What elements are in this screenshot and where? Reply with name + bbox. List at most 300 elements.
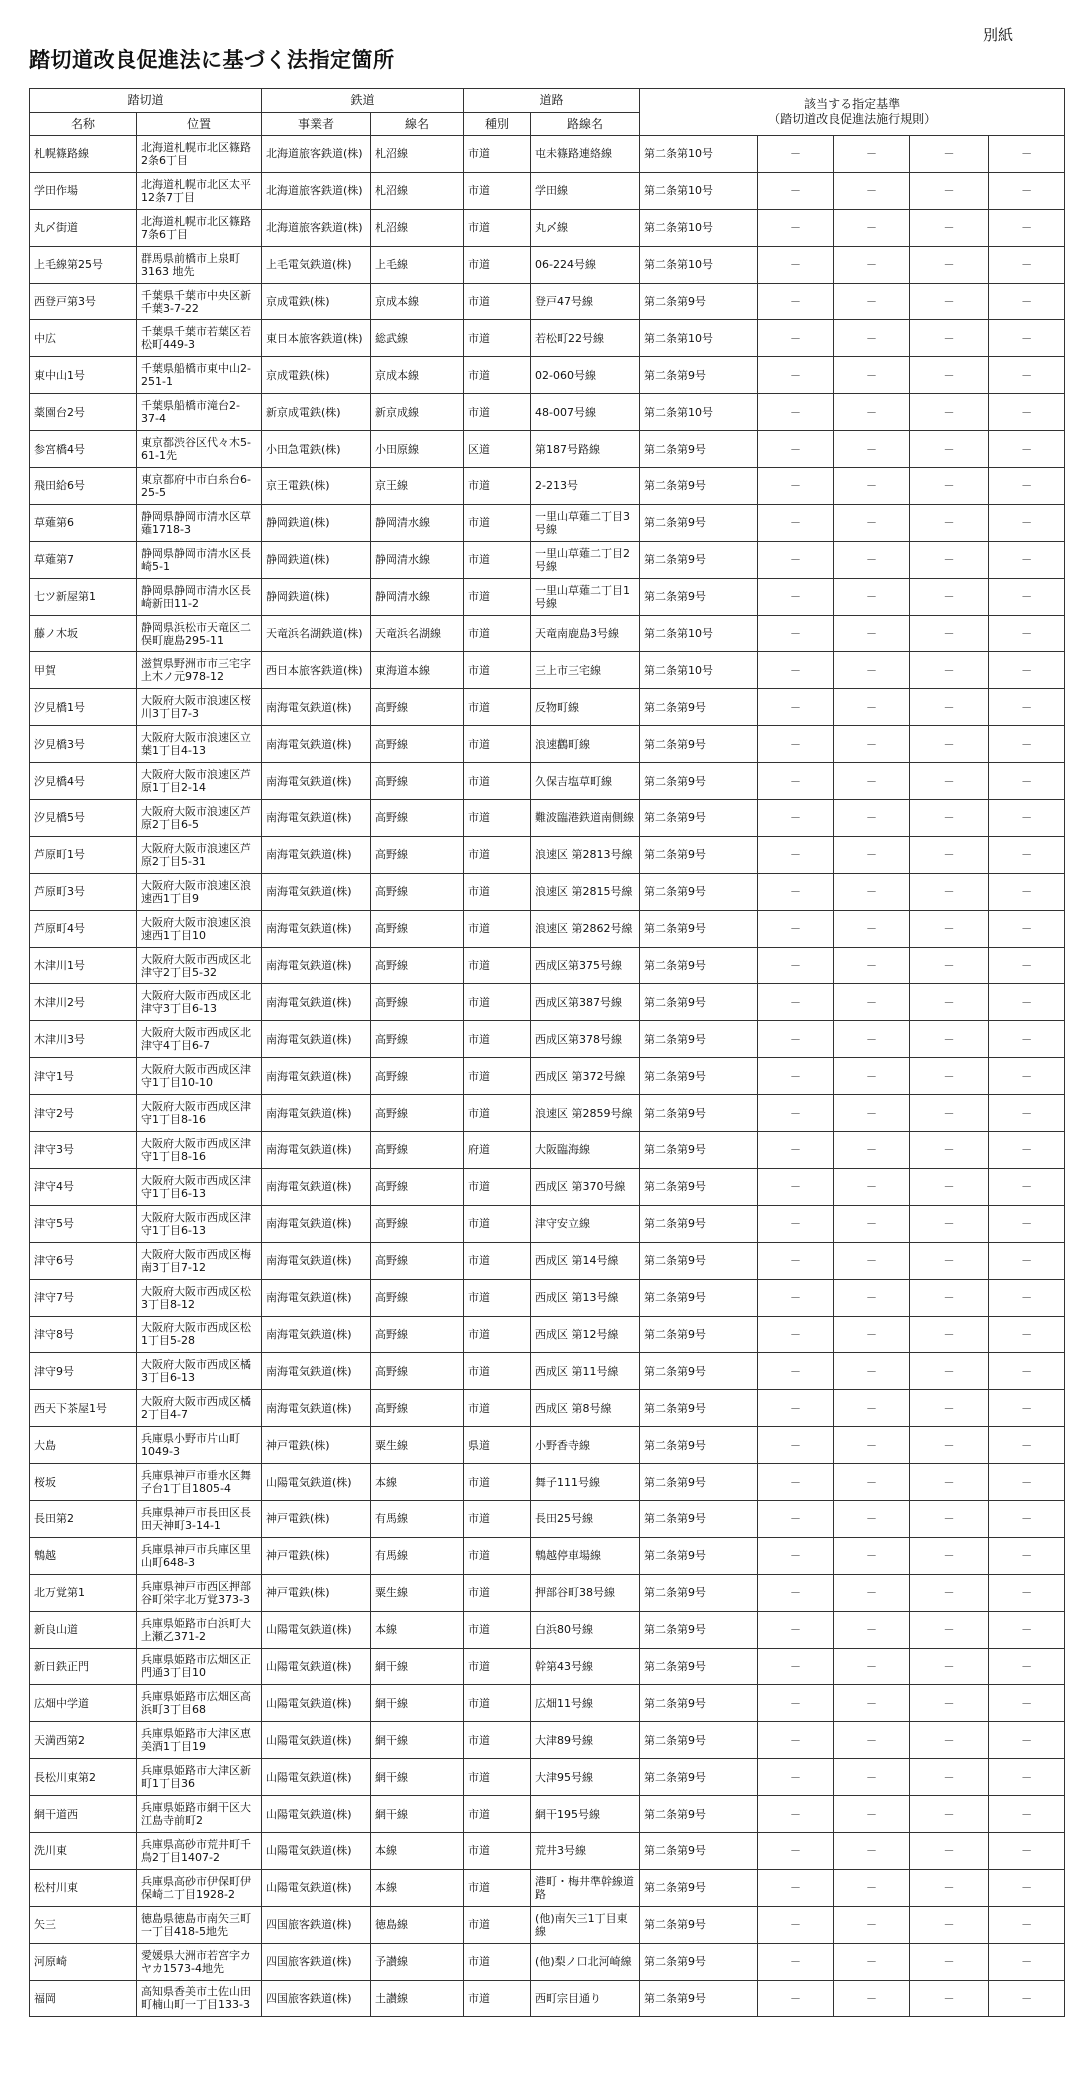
criteria-empty: － <box>989 873 1065 910</box>
criteria-article: 第二条第9号 <box>640 1648 758 1685</box>
railway-operator: 北海道旅客鉄道(株) <box>262 209 371 246</box>
criteria-empty: － <box>989 1353 1065 1390</box>
criteria-empty: － <box>989 1906 1065 1943</box>
criteria-article: 第二条第9号 <box>640 689 758 726</box>
crossing-location: 北海道札幌市北区太平12条7丁目 <box>137 172 262 209</box>
criteria-empty: － <box>834 615 910 652</box>
crossing-name: 津守9号 <box>30 1353 137 1390</box>
criteria-empty: － <box>834 1427 910 1464</box>
crossing-name: 津守4号 <box>30 1168 137 1205</box>
crossing-location: 兵庫県高砂市荒井町千鳥2丁目1407-2 <box>137 1832 262 1869</box>
crossing-location: 大阪府大阪市西成区津守1丁目6-13 <box>137 1168 262 1205</box>
road-name: 2-213号 <box>531 468 640 505</box>
criteria-empty: － <box>758 578 834 615</box>
criteria-empty: － <box>758 431 834 468</box>
road-name: 48-007号線 <box>531 394 640 431</box>
crossing-location: 兵庫県姫路市大津区恵美酒1丁目19 <box>137 1722 262 1759</box>
road-type: 市道 <box>464 1058 531 1095</box>
criteria-article: 第二条第10号 <box>640 394 758 431</box>
criteria-empty: － <box>758 246 834 283</box>
criteria-article: 第二条第10号 <box>640 209 758 246</box>
criteria-empty: － <box>989 800 1065 837</box>
crossing-name: 津守8号 <box>30 1316 137 1353</box>
table-row <box>30 320 1065 357</box>
criteria-empty: － <box>834 578 910 615</box>
crossing-name: 津守6号 <box>30 1242 137 1279</box>
table-row <box>30 578 1065 615</box>
criteria-empty: － <box>758 1390 834 1427</box>
table-row <box>30 1021 1065 1058</box>
road-name: 西成区 第8号線 <box>531 1390 640 1427</box>
railway-operator: 静岡鉄道(株) <box>262 541 371 578</box>
table-row <box>30 1611 1065 1648</box>
railway-line: 高野線 <box>371 947 464 984</box>
railway-operator: 南海電気鉄道(株) <box>262 1353 371 1390</box>
criteria-empty: － <box>910 1316 989 1353</box>
railway-line: 高野線 <box>371 1279 464 1316</box>
criteria-empty: － <box>989 1095 1065 1132</box>
criteria-empty: － <box>834 1242 910 1279</box>
criteria-article: 第二条第9号 <box>640 1095 758 1132</box>
railway-operator: 四国旅客鉄道(株) <box>262 1906 371 1943</box>
railway-operator: 南海電気鉄道(株) <box>262 1316 371 1353</box>
railway-operator: 南海電気鉄道(株) <box>262 726 371 763</box>
criteria-empty: － <box>910 615 989 652</box>
road-name: 西町宗目通り <box>531 1980 640 2017</box>
criteria-empty: － <box>834 504 910 541</box>
road-type: 市道 <box>464 1722 531 1759</box>
criteria-empty: － <box>910 1943 989 1980</box>
crossing-name: 河原崎 <box>30 1943 137 1980</box>
crossing-name: 福岡 <box>30 1980 137 2017</box>
crossing-name: 広畑中学道 <box>30 1685 137 1722</box>
railway-line: 静岡清水線 <box>371 541 464 578</box>
table-row <box>30 246 1065 283</box>
railway-operator: 山陽電気鉄道(株) <box>262 1722 371 1759</box>
criteria-empty: － <box>910 689 989 726</box>
criteria-article: 第二条第10号 <box>640 172 758 209</box>
criteria-empty: － <box>989 1316 1065 1353</box>
criteria-article: 第二条第10号 <box>640 136 758 173</box>
criteria-empty: － <box>989 504 1065 541</box>
table-row <box>30 1316 1065 1353</box>
criteria-empty: － <box>758 1611 834 1648</box>
crossing-name: 札幌篠路線 <box>30 136 137 173</box>
railway-line: 高野線 <box>371 873 464 910</box>
road-name: 西成区 第13号線 <box>531 1279 640 1316</box>
crossing-name: 草薙第7 <box>30 541 137 578</box>
criteria-empty: － <box>834 1611 910 1648</box>
railway-operator: 南海電気鉄道(株) <box>262 1095 371 1132</box>
table-row <box>30 836 1065 873</box>
criteria-empty: － <box>910 836 989 873</box>
criteria-article: 第二条第10号 <box>640 652 758 689</box>
criteria-empty: － <box>989 947 1065 984</box>
criteria-empty: － <box>910 1722 989 1759</box>
crossing-location: 大阪府大阪市西成区橘3丁目6-13 <box>137 1353 262 1390</box>
crossing-location: 兵庫県小野市片山町1049-3 <box>137 1427 262 1464</box>
criteria-empty: － <box>758 1058 834 1095</box>
criteria-empty: － <box>758 800 834 837</box>
criteria-empty: － <box>989 468 1065 505</box>
crossing-name: 長田第2 <box>30 1500 137 1537</box>
criteria-empty: － <box>758 357 834 394</box>
road-name: 屯未篠路連絡線 <box>531 136 640 173</box>
road-name: 西成区第375号線 <box>531 947 640 984</box>
criteria-empty: － <box>834 1759 910 1796</box>
railway-line: 高野線 <box>371 726 464 763</box>
railway-operator: 京成電鉄(株) <box>262 357 371 394</box>
road-type: 市道 <box>464 652 531 689</box>
criteria-empty: － <box>758 1648 834 1685</box>
criteria-empty: － <box>989 615 1065 652</box>
railway-operator: 西日本旅客鉄道(株) <box>262 652 371 689</box>
table-body <box>30 136 1065 2017</box>
road-type: 市道 <box>464 136 531 173</box>
crossing-location: 大阪府大阪市西成区津守1丁目8-16 <box>137 1095 262 1132</box>
criteria-empty: － <box>834 1205 910 1242</box>
railway-operator: 京成電鉄(株) <box>262 283 371 320</box>
road-type: 市道 <box>464 726 531 763</box>
crossing-name: 汐見橋4号 <box>30 763 137 800</box>
criteria-article: 第二条第9号 <box>640 1537 758 1574</box>
crossing-name: 洗川東 <box>30 1832 137 1869</box>
criteria-article: 第二条第9号 <box>640 1500 758 1537</box>
crossing-location: 大阪府大阪市西成区津守1丁目10-10 <box>137 1058 262 1095</box>
criteria-article: 第二条第9号 <box>640 1464 758 1501</box>
railway-line: 高野線 <box>371 1095 464 1132</box>
table-row <box>30 910 1065 947</box>
crossing-location: 大阪府大阪市西成区橘2丁目4-7 <box>137 1390 262 1427</box>
railway-operator: 東日本旅客鉄道(株) <box>262 320 371 357</box>
criteria-empty: － <box>834 836 910 873</box>
criteria-article: 第二条第9号 <box>640 541 758 578</box>
criteria-empty: － <box>989 1943 1065 1980</box>
criteria-empty: － <box>758 1906 834 1943</box>
criteria-empty: － <box>834 431 910 468</box>
criteria-empty: － <box>758 1832 834 1869</box>
road-name: 西成区 第370号線 <box>531 1168 640 1205</box>
railway-line: 高野線 <box>371 1021 464 1058</box>
criteria-empty: － <box>834 1353 910 1390</box>
criteria-empty: － <box>834 1980 910 2017</box>
criteria-empty: － <box>910 1980 989 2017</box>
criteria-empty: － <box>834 1500 910 1537</box>
criteria-article: 第二条第9号 <box>640 1832 758 1869</box>
criteria-empty: － <box>834 800 910 837</box>
criteria-empty: － <box>910 1021 989 1058</box>
railway-line: 網干線 <box>371 1685 464 1722</box>
crossing-name: 汐見橋5号 <box>30 800 137 837</box>
criteria-empty: － <box>989 1464 1065 1501</box>
crossing-name: 網干道西 <box>30 1796 137 1833</box>
crossing-name: 芦原町1号 <box>30 836 137 873</box>
railway-operator: 山陽電気鉄道(株) <box>262 1759 371 1796</box>
table-row <box>30 984 1065 1021</box>
road-name: 港町・梅井準幹線道路 <box>531 1869 640 1906</box>
criteria-empty: － <box>989 1021 1065 1058</box>
railway-line: 網干線 <box>371 1722 464 1759</box>
table-row <box>30 1574 1065 1611</box>
criteria-empty: － <box>758 1353 834 1390</box>
table-row <box>30 1058 1065 1095</box>
criteria-empty: － <box>758 320 834 357</box>
road-name: 舞子111号線 <box>531 1464 640 1501</box>
crossing-name: 津守3号 <box>30 1132 137 1169</box>
table-row <box>30 1832 1065 1869</box>
road-type: 市道 <box>464 283 531 320</box>
crossing-location: 群馬県前橋市上泉町3163 地先 <box>137 246 262 283</box>
crossing-name: 新日鉄正門 <box>30 1648 137 1685</box>
crossing-location: 静岡県静岡市清水区草薙1718-3 <box>137 504 262 541</box>
criteria-empty: － <box>758 689 834 726</box>
crossing-location: 北海道札幌市北区篠路2条6丁目 <box>137 136 262 173</box>
criteria-empty: － <box>758 1242 834 1279</box>
railway-line: 粟生線 <box>371 1427 464 1464</box>
railway-operator: 南海電気鉄道(株) <box>262 836 371 873</box>
road-name: 荒井3号線 <box>531 1832 640 1869</box>
road-name: 津守安立線 <box>531 1205 640 1242</box>
criteria-empty: － <box>834 246 910 283</box>
criteria-empty: － <box>834 873 910 910</box>
railway-operator: 山陽電気鉄道(株) <box>262 1611 371 1648</box>
table-row <box>30 652 1065 689</box>
railway-line: 静岡清水線 <box>371 578 464 615</box>
road-type: 市道 <box>464 800 531 837</box>
railway-line: 新京成線 <box>371 394 464 431</box>
criteria-empty: － <box>910 763 989 800</box>
criteria-empty: － <box>989 836 1065 873</box>
railway-line: 本線 <box>371 1869 464 1906</box>
criteria-empty: － <box>834 947 910 984</box>
road-type: 府道 <box>464 1132 531 1169</box>
road-type: 市道 <box>464 1095 531 1132</box>
crossing-location: 兵庫県神戸市垂水区舞子台1丁目1805-4 <box>137 1464 262 1501</box>
criteria-empty: － <box>834 1058 910 1095</box>
crossing-location: 兵庫県姫路市広畑区高浜町3丁目68 <box>137 1685 262 1722</box>
table-row <box>30 468 1065 505</box>
criteria-empty: － <box>834 172 910 209</box>
road-name: 白浜80号線 <box>531 1611 640 1648</box>
criteria-article: 第二条第9号 <box>640 763 758 800</box>
table-row <box>30 1537 1065 1574</box>
criteria-empty: － <box>989 246 1065 283</box>
criteria-article: 第二条第9号 <box>640 1390 758 1427</box>
annex-label: 別紙 <box>983 26 1014 44</box>
crossing-location: 千葉県船橋市東中山2-251-1 <box>137 357 262 394</box>
criteria-empty: － <box>834 468 910 505</box>
criteria-empty: － <box>758 1722 834 1759</box>
railway-operator: 北海道旅客鉄道(株) <box>262 136 371 173</box>
criteria-empty: － <box>758 172 834 209</box>
railway-line: 高野線 <box>371 763 464 800</box>
criteria-empty: － <box>758 726 834 763</box>
railway-line: 高野線 <box>371 836 464 873</box>
crossing-location: 大阪府大阪市西成区松1丁目5-28 <box>137 1316 262 1353</box>
criteria-empty: － <box>910 1095 989 1132</box>
crossing-name: 北万覚第1 <box>30 1574 137 1611</box>
railway-line: 本線 <box>371 1611 464 1648</box>
criteria-empty: － <box>834 1722 910 1759</box>
table-row <box>30 1759 1065 1796</box>
criteria-empty: － <box>758 1980 834 2017</box>
road-name: 網干195号線 <box>531 1796 640 1833</box>
road-type: 市道 <box>464 1021 531 1058</box>
criteria-empty: － <box>989 1132 1065 1169</box>
road-name: 浪速区 第2815号線 <box>531 873 640 910</box>
criteria-empty: － <box>758 910 834 947</box>
crossing-location: 愛媛県大洲市若宮字カヤカ1573-4地先 <box>137 1943 262 1980</box>
railway-line: 高野線 <box>371 1058 464 1095</box>
criteria-empty: － <box>758 1205 834 1242</box>
table-row <box>30 431 1065 468</box>
table-row <box>30 800 1065 837</box>
road-name: 若松町22号線 <box>531 320 640 357</box>
criteria-article: 第二条第9号 <box>640 1722 758 1759</box>
criteria-empty: － <box>758 1537 834 1574</box>
railway-line: 上毛線 <box>371 246 464 283</box>
criteria-empty: － <box>910 578 989 615</box>
railway-line: 高野線 <box>371 1132 464 1169</box>
road-type: 市道 <box>464 1279 531 1316</box>
criteria-article: 第二条第9号 <box>640 431 758 468</box>
criteria-empty: － <box>989 209 1065 246</box>
road-name: 浪速鸛町線 <box>531 726 640 763</box>
road-name: 大津95号線 <box>531 1759 640 1796</box>
criteria-article: 第二条第10号 <box>640 246 758 283</box>
criteria-empty: － <box>758 1869 834 1906</box>
crossing-name: 東中山1号 <box>30 357 137 394</box>
crossing-name: 西天下茶屋1号 <box>30 1390 137 1427</box>
criteria-empty: － <box>989 1242 1065 1279</box>
criteria-article: 第二条第9号 <box>640 1943 758 1980</box>
designated-crossings-table <box>29 88 1065 2017</box>
road-name: 西成区第387号線 <box>531 984 640 1021</box>
table-row <box>30 1279 1065 1316</box>
criteria-empty: － <box>989 1980 1065 2017</box>
table-row <box>30 504 1065 541</box>
criteria-empty: － <box>989 1869 1065 1906</box>
crossing-location: 大阪府大阪市西成区北津守4丁目6-7 <box>137 1021 262 1058</box>
criteria-empty: － <box>989 1759 1065 1796</box>
criteria-empty: － <box>758 283 834 320</box>
criteria-empty: － <box>910 136 989 173</box>
road-name: 大津89号線 <box>531 1722 640 1759</box>
road-name: 難波臨港鉄道南側線 <box>531 800 640 837</box>
criteria-empty: － <box>989 541 1065 578</box>
crossing-name: 長松川東第2 <box>30 1759 137 1796</box>
criteria-empty: － <box>989 1168 1065 1205</box>
criteria-article: 第二条第9号 <box>640 1021 758 1058</box>
crossing-location: 兵庫県神戸市兵庫区里山町648-3 <box>137 1537 262 1574</box>
railway-line: 高野線 <box>371 1390 464 1427</box>
criteria-empty: － <box>834 541 910 578</box>
railway-operator: 四国旅客鉄道(株) <box>262 1980 371 2017</box>
railway-line: 土讃線 <box>371 1980 464 2017</box>
railway-line: 予讃線 <box>371 1943 464 1980</box>
criteria-empty: － <box>834 1648 910 1685</box>
table-row <box>30 1648 1065 1685</box>
road-type: 市道 <box>464 1464 531 1501</box>
header-type: 種別 <box>464 113 531 136</box>
criteria-empty: － <box>758 1464 834 1501</box>
criteria-empty: － <box>989 1390 1065 1427</box>
criteria-empty: － <box>910 1537 989 1574</box>
crossing-location: 兵庫県姫路市白浜町大上瀬乙371-2 <box>137 1611 262 1648</box>
criteria-empty: － <box>834 984 910 1021</box>
criteria-article: 第二条第9号 <box>640 1685 758 1722</box>
crossing-location: 静岡県浜松市天竜区二俣町鹿島295-11 <box>137 615 262 652</box>
road-name: 一里山草薙二丁目3号線 <box>531 504 640 541</box>
table-row <box>30 726 1065 763</box>
road-type: 市道 <box>464 1168 531 1205</box>
road-type: 市道 <box>464 1353 531 1390</box>
criteria-empty: － <box>834 1279 910 1316</box>
criteria-empty: － <box>910 468 989 505</box>
railway-line: 本線 <box>371 1464 464 1501</box>
crossing-location: 大阪府大阪市浪速区芦原2丁目5-31 <box>137 836 262 873</box>
criteria-empty: － <box>834 1390 910 1427</box>
road-name: 西成区 第12号線 <box>531 1316 640 1353</box>
criteria-article: 第二条第9号 <box>640 283 758 320</box>
road-name: (他)梨ノ口北河崎線 <box>531 1943 640 1980</box>
criteria-empty: － <box>910 1353 989 1390</box>
road-type: 市道 <box>464 1390 531 1427</box>
criteria-empty: － <box>910 357 989 394</box>
criteria-empty: － <box>989 172 1065 209</box>
road-name: 一里山草薙二丁目1号線 <box>531 578 640 615</box>
railway-line: 高野線 <box>371 1316 464 1353</box>
criteria-empty: － <box>910 1611 989 1648</box>
criteria-article: 第二条第9号 <box>640 726 758 763</box>
criteria-article: 第二条第9号 <box>640 984 758 1021</box>
criteria-empty: － <box>910 1759 989 1796</box>
header-line: 線名 <box>371 113 464 136</box>
criteria-empty: － <box>989 1205 1065 1242</box>
criteria-empty: － <box>910 246 989 283</box>
railway-operator: 神戸電鉄(株) <box>262 1500 371 1537</box>
road-type: 市道 <box>464 1832 531 1869</box>
road-name: (他)南矢三1丁目東線 <box>531 1906 640 1943</box>
road-type: 市道 <box>464 873 531 910</box>
criteria-empty: － <box>910 1832 989 1869</box>
road-name: 一里山草薙二丁目2号線 <box>531 541 640 578</box>
road-name: 06-224号線 <box>531 246 640 283</box>
criteria-empty: － <box>834 136 910 173</box>
criteria-empty: － <box>989 1611 1065 1648</box>
crossing-name: 中広 <box>30 320 137 357</box>
crossing-location: 千葉県船橋市滝台2-37-4 <box>137 394 262 431</box>
railway-operator: 山陽電気鉄道(株) <box>262 1869 371 1906</box>
crossing-location: 兵庫県姫路市網干区大江島寺前町2 <box>137 1796 262 1833</box>
table-row <box>30 1095 1065 1132</box>
road-name: 反物町線 <box>531 689 640 726</box>
criteria-empty: － <box>910 1168 989 1205</box>
criteria-empty: － <box>989 136 1065 173</box>
criteria-empty: － <box>910 1574 989 1611</box>
criteria-article: 第二条第9号 <box>640 1759 758 1796</box>
criteria-article: 第二条第9号 <box>640 1906 758 1943</box>
criteria-article: 第二条第9号 <box>640 1796 758 1833</box>
crossing-location: 大阪府大阪市浪速区立葉1丁目4-13 <box>137 726 262 763</box>
railway-operator: 南海電気鉄道(株) <box>262 1168 371 1205</box>
criteria-article: 第二条第9号 <box>640 1574 758 1611</box>
crossing-name: 松村川東 <box>30 1869 137 1906</box>
criteria-empty: － <box>989 357 1065 394</box>
road-name: 天竜南鹿島3号線 <box>531 615 640 652</box>
railway-line: 小田原線 <box>371 431 464 468</box>
railway-operator: 南海電気鉄道(株) <box>262 689 371 726</box>
